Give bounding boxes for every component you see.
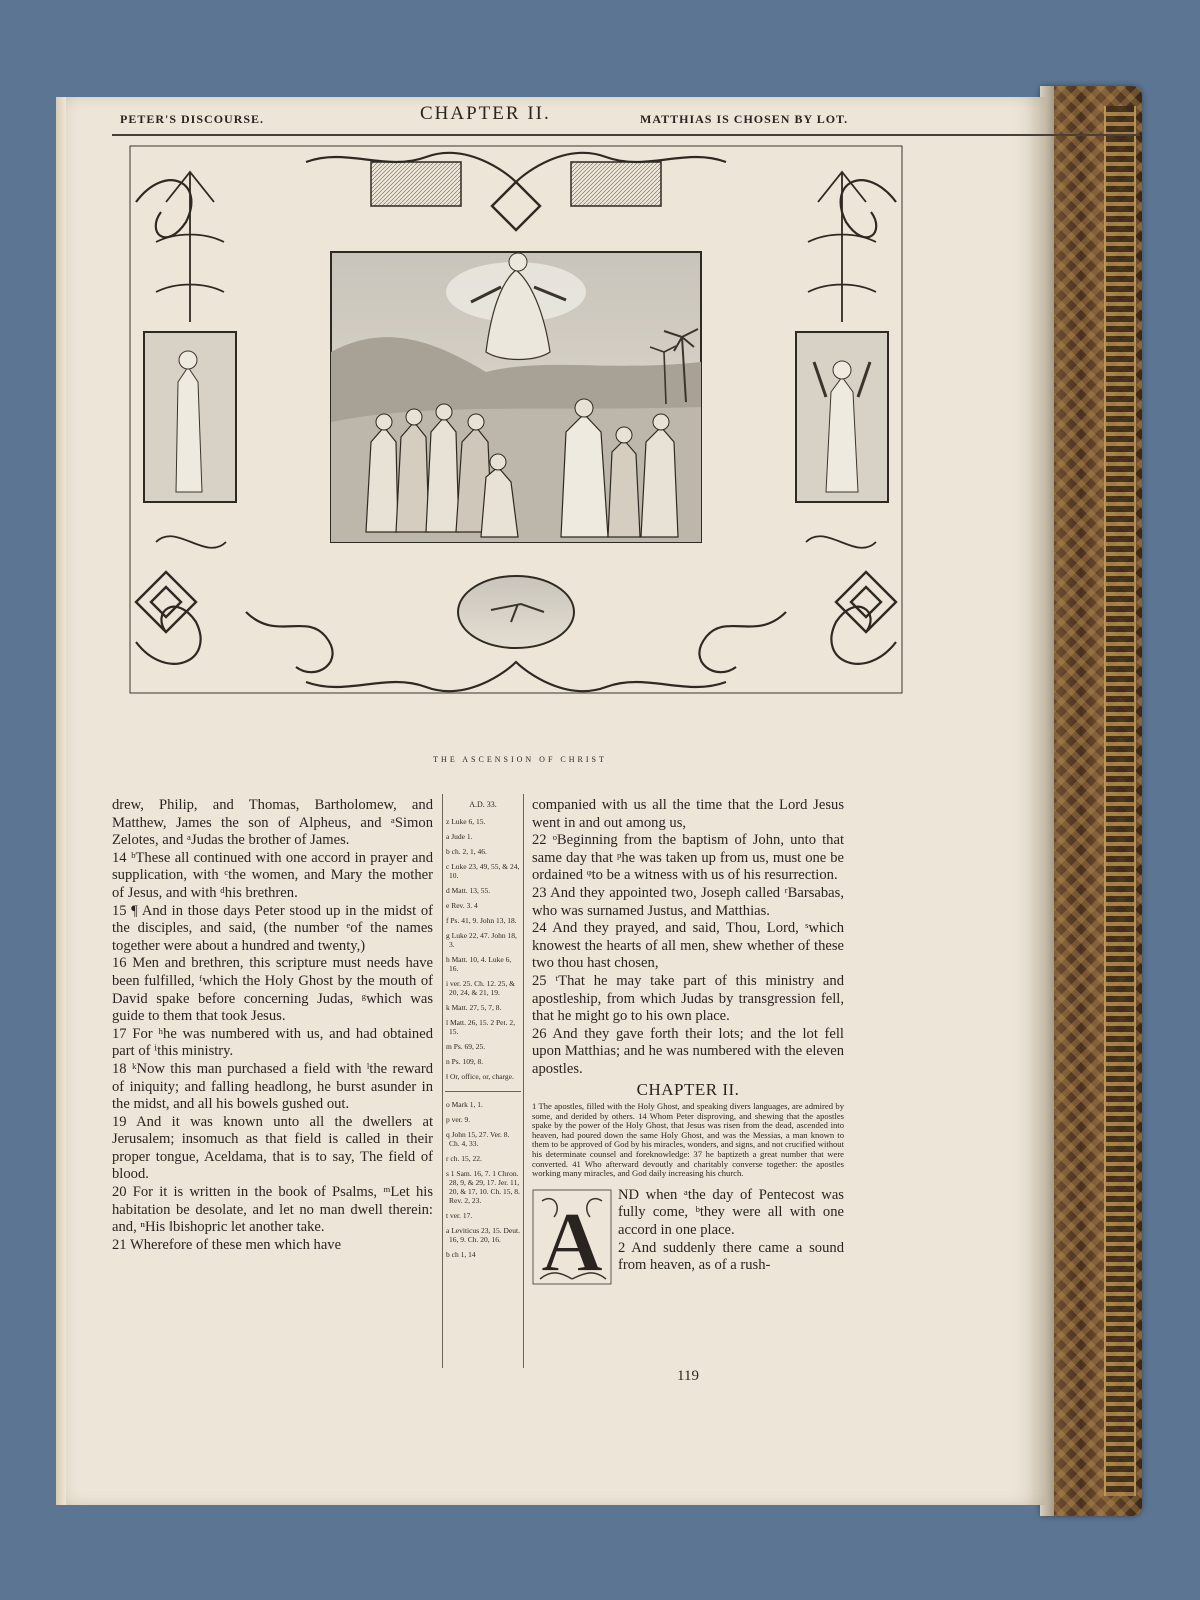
cross-reference: o Mark 1, 1. — [446, 1100, 483, 1109]
text-column-right — [532, 797, 844, 1285]
cross-reference: i ver. 25. Ch. 12. 25, & 20, 24, & 21, 19. — [446, 979, 515, 997]
illuminated-initial-a — [532, 1189, 612, 1285]
cross-reference: m Ps. 69, 25. — [446, 1042, 486, 1051]
running-head-right: MATTHIAS IS CHOSEN BY LOT. — [640, 112, 849, 126]
cross-reference: k Matt. 27, 5, 7, 8. — [446, 1003, 502, 1012]
chapter-opening — [532, 1186, 844, 1285]
verse-paragraph: 22 ᵒBeginning from the baptism of John, unto that same day that ᵖhe was taken up from us, must one be ordained ᵠto be a witness with us of his resurrection. — [532, 832, 844, 884]
drop-letter: A — [540, 1193, 604, 1285]
ascension-engraving — [126, 142, 906, 697]
cross-reference: b ch. 2, 1, 46. — [446, 847, 487, 856]
chapter-heading: CHAPTER II. — [636, 1079, 740, 1099]
verse-paragraph: ND when ᵃthe day of Pentecost was fully come, ᵇthey were all with one accord in one place. — [618, 1186, 844, 1239]
cross-reference: n Ps. 109, 8. — [446, 1057, 484, 1066]
cross-reference: a Leviticus 23, 15. Deut. 16, 9. Ch. 20, 16. — [446, 1226, 520, 1244]
verse-paragraph: drew, Philip, and Thomas, Bartholomew, and Matthew, James the son of Alpheus, and ᵃSimon Zelotes, and ᵃJudas the brother of James. — [112, 797, 433, 849]
cross-reference: ‖ Or, office, or, charge. — [446, 1072, 514, 1081]
verse-paragraph: 21 Wherefore of these men which have — [112, 1236, 342, 1253]
cross-reference: z Luke 6, 15. — [446, 817, 486, 826]
chapter-summary: 1 The apostles, filled with the Holy Ghost, and speaking divers languages, are admired by some, and derided by others. 14 Whom Peter disproving, and shewing that the apostles spake by the power of the Holy Ghost, that Jesus was risen from the dead, ascended into heaven, had poured down the same Holy Ghost, and was the Messias, a man known to them to be approved of God by his miracles, wonders, and signs, and not crucified without his determinate counsel and foreknowledge: 37 he baptizeth a great number that were converted. 41 Who afterward devoutly and charitably converse together: the apostles working many miracles, and God daily increasing his church. — [532, 1101, 844, 1179]
verse-paragraph: 17 For ʰhe was numbered with us, and had obtained part of ⁱthis ministry. — [112, 1025, 433, 1060]
verse-paragraph: 18 ᵏNow this man purchased a field with ˡthe reward of iniquity; and falling headlong, he burst asunder in the midst, and all his bowels gushed out. — [112, 1060, 433, 1113]
cross-reference: g Luke 22, 47. John 18, 3. — [446, 931, 517, 949]
verse-paragraph: 14 ᵇThese all continued with one accord in prayer and supplication, with ᶜthe women, and Mary the mother of Jesus, and with ᵈhis brethren. — [112, 849, 433, 901]
verse-paragraph: 15 ¶ And in those days Peter stood up in the midst of the disciples, and said, (the number ᵉof the names together were about a hundred and twenty,) — [112, 902, 433, 954]
text-column-left — [112, 797, 433, 1254]
header-rule — [112, 134, 1140, 136]
cross-reference: q John 15, 27. Ver. 8. Ch. 4, 33. — [446, 1130, 510, 1148]
page-number: 119 — [677, 1368, 699, 1384]
cross-reference: b ch 1, 14 — [446, 1250, 476, 1259]
cross-reference: f Ps. 41, 9. John 13, 18. — [446, 916, 517, 925]
running-head-left: PETER'S DISCOURSE. — [120, 112, 265, 126]
verse-paragraph: 16 Men and brethren, this scripture must needs have been fulfilled, ᶠwhich the Holy Ghost by the mouth of David spake before concerning Judas, ᵍwhich was guide to them that took Jesus. — [112, 955, 433, 1025]
verse-paragraph: 20 For it is written in the book of Psalms, ᵐLet his habitation be desolate, and let no man dwell therein: and, ⁿHis ‖bishopric let another take. — [112, 1184, 433, 1236]
verse-paragraph: 23 And they appointed two, Joseph called ʳBarsabas, who was surnamed Justus, and Matthias. — [532, 884, 844, 919]
verse-paragraph: 19 And it was known unto all the dwellers at Jerusalem; insomuch as that field is called in their proper tongue, Aceldama, that is to say, The field of blood. — [112, 1113, 433, 1183]
verse-paragraph: companied with us all the time that the Lord Jesus went in and out among us, — [532, 797, 844, 831]
cross-reference: t ver. 17. — [446, 1211, 473, 1220]
book-spine — [1040, 86, 1142, 1516]
verse-paragraph: 25 ᵗThat he may take part of this ministry and apostleship, from which Judas by transgression fell, that he might go to his own place. — [532, 972, 844, 1025]
cross-reference: l Matt. 26, 15. 2 Pet. 2, 15. — [446, 1018, 515, 1036]
cross-reference: p ver. 9. — [446, 1115, 471, 1124]
verse-paragraph: 2 And suddenly there came a sound from heaven, as of a rush- — [618, 1239, 844, 1274]
cross-reference: d Matt. 13, 55. — [446, 886, 491, 895]
year-marker: A.D. 33. — [469, 800, 497, 809]
cross-reference: c Luke 23, 49, 55, & 24, 10. — [446, 862, 520, 880]
cross-reference: h Matt. 10, 4. Luke 6, 16. — [446, 955, 512, 973]
cross-reference: s 1 Sam. 16, 7. 1 Chron. 28, 9, & 29, 17. Jer. 11, 20, & 17, 10. Ch. 15, 8. Rev. 2, 23. — [446, 1169, 520, 1205]
verse-paragraph: 26 And they gave forth their lots; and the lot fell upon Matthias; and he was numbered with the eleven apostles. — [532, 1025, 844, 1077]
running-head-chapter: CHAPTER II. — [420, 103, 551, 124]
cross-reference: e Rev. 3. 4 — [446, 901, 478, 910]
plate-caption: THE ASCENSION OF CHRIST — [433, 755, 607, 764]
cross-reference-column — [442, 794, 524, 1368]
reference-divider — [445, 1091, 521, 1092]
verse-paragraph: 24 And they prayed, and said, Thou, Lord, ˢwhich knowest the hearts of all men, shew whether of these two thou hast chosen, — [532, 920, 844, 972]
cross-reference: a Jude 1. — [446, 832, 473, 841]
cross-reference: r ch. 15, 22. — [446, 1154, 482, 1163]
